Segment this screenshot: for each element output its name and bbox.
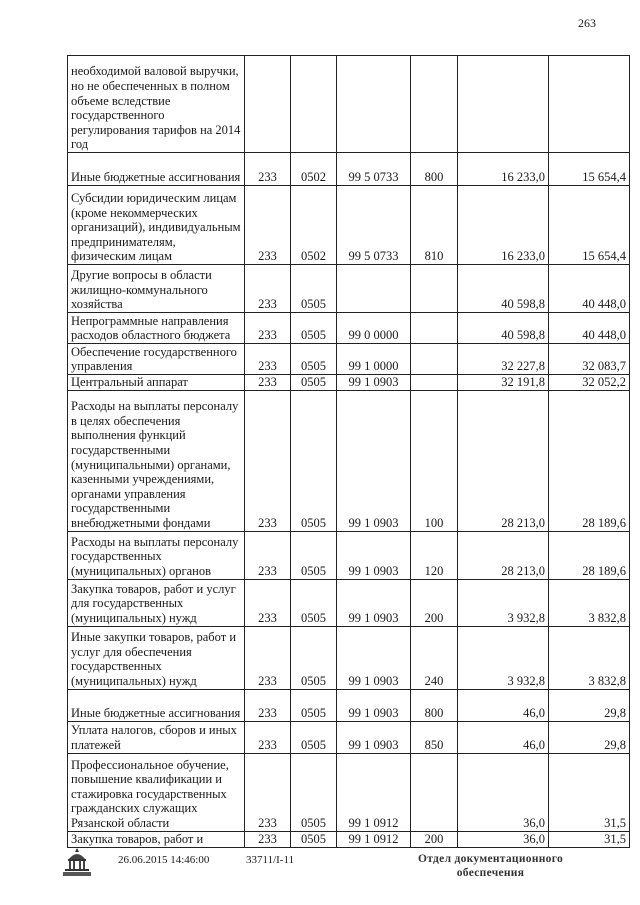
cell-article: 99 1 0903 [337,375,411,391]
cell-article: 99 1 0912 [337,831,411,847]
cell-name: Непрограммные направления расходов областного бюджета [68,313,245,344]
cell-dept: 233 [245,313,291,344]
cell-section: 0505 [291,579,337,626]
cell-sum2: 40 448,0 [549,313,630,344]
cell-expense: 810 [411,186,458,265]
table-row [68,531,630,579]
cell-sum2: 40 448,0 [549,265,630,313]
cell-section: 0505 [291,265,337,313]
cell-dept: 233 [245,186,291,265]
cell-section [291,56,337,153]
cell-expense [411,56,458,153]
table-row [68,186,630,265]
cell-article [337,56,411,153]
footer-department-line1: Отдел документационного [418,853,564,865]
table-row [68,831,630,847]
table-row [68,153,630,186]
cell-article: 99 1 0903 [337,689,411,721]
cell-name: Центральный аппарат [68,375,245,391]
cell-dept: 233 [245,344,291,375]
cell-dept: 233 [245,531,291,579]
footer-department [418,852,563,880]
table-row [68,579,630,626]
cell-section: 0502 [291,153,337,186]
cell-sum1 [458,56,549,153]
cell-name: Субсидии юридическим лицам (кроме некоммерческих организаций), индивидуальным предпринимателям, физическим лицам [68,186,245,265]
cell-dept: 233 [245,390,291,531]
cell-section: 0505 [291,831,337,847]
cell-sum1: 46,0 [458,721,549,753]
cell-sum2: 28 189,6 [549,531,630,579]
table-row [68,689,630,721]
table-row [68,375,630,391]
footer-department-line2: обеспечения [456,867,525,879]
cell-sum1: 36,0 [458,831,549,847]
budget-table [67,55,630,848]
cell-sum2: 15 654,4 [549,153,630,186]
cell-article: 99 5 0733 [337,186,411,265]
duma-logo-icon [60,845,94,877]
table-row [68,265,630,313]
cell-section: 0505 [291,313,337,344]
cell-sum2: 32 052,2 [549,375,630,391]
cell-name: Закупка товаров, работ и [68,831,245,847]
cell-sum2: 3 832,8 [549,626,630,689]
cell-name: Иные бюджетные ассигнования [68,153,245,186]
cell-section: 0505 [291,344,337,375]
cell-name: Другие вопросы в области жилищно-коммунального хозяйства [68,265,245,313]
cell-sum2 [549,56,630,153]
cell-sum2: 15 654,4 [549,186,630,265]
cell-expense: 200 [411,831,458,847]
cell-expense: 800 [411,689,458,721]
cell-sum1: 16 233,0 [458,153,549,186]
cell-name: Иные бюджетные ассигнования [68,689,245,721]
cell-expense: 850 [411,721,458,753]
cell-dept: 233 [245,753,291,831]
cell-article: 99 1 0903 [337,626,411,689]
cell-article [337,265,411,313]
table-row [68,56,630,153]
cell-name: Профессиональное обучение, повышение квалификации и стажировка государственных гражданских служащих Рязанской области [68,753,245,831]
cell-dept: 233 [245,579,291,626]
cell-expense: 200 [411,579,458,626]
cell-section: 0505 [291,689,337,721]
table-row [68,626,630,689]
cell-dept: 233 [245,153,291,186]
cell-sum1: 28 213,0 [458,531,549,579]
cell-name: необходимой валовой выручки, но не обеспеченных в полном объеме вследствие государственного регулирования тарифов на 2014 год [68,56,245,153]
table-row [68,313,630,344]
table-row [68,390,630,531]
cell-name: Расходы на выплаты персоналу государственных (муниципальных) органов [68,531,245,579]
cell-sum1: 36,0 [458,753,549,831]
budget-table-body [68,56,630,848]
cell-sum1: 46,0 [458,689,549,721]
cell-sum1: 40 598,8 [458,265,549,313]
footer-doc-number: 33711/I-11 [246,854,295,866]
cell-expense: 240 [411,626,458,689]
cell-sum2: 31,5 [549,753,630,831]
footer-datetime: 26.06.2015 14:46:00 [118,854,210,866]
cell-article: 99 0 0000 [337,313,411,344]
cell-sum2: 3 832,8 [549,579,630,626]
cell-article: 99 1 0903 [337,721,411,753]
cell-dept: 233 [245,689,291,721]
table-row [68,721,630,753]
cell-sum2: 29,8 [549,721,630,753]
cell-sum2: 28 189,6 [549,390,630,531]
cell-dept: 233 [245,265,291,313]
cell-sum1: 32 191,8 [458,375,549,391]
cell-section: 0505 [291,531,337,579]
cell-sum1: 16 233,0 [458,186,549,265]
cell-sum2: 31,5 [549,831,630,847]
cell-name: Уплата налогов, сборов и иных платежей [68,721,245,753]
cell-dept: 233 [245,626,291,689]
cell-dept: 233 [245,721,291,753]
cell-article: 99 1 0000 [337,344,411,375]
cell-dept: 233 [245,375,291,391]
cell-sum1: 3 932,8 [458,626,549,689]
cell-expense: 120 [411,531,458,579]
cell-sum1: 28 213,0 [458,390,549,531]
cell-sum2: 29,8 [549,689,630,721]
table-row [68,753,630,831]
cell-article: 99 1 0912 [337,753,411,831]
cell-expense [411,344,458,375]
cell-expense [411,265,458,313]
cell-section: 0505 [291,390,337,531]
cell-expense: 100 [411,390,458,531]
cell-expense: 800 [411,153,458,186]
cell-sum2: 32 083,7 [549,344,630,375]
cell-section: 0502 [291,186,337,265]
cell-section: 0505 [291,753,337,831]
cell-sum1: 32 227,8 [458,344,549,375]
cell-section: 0505 [291,375,337,391]
table-row [68,344,630,375]
cell-dept: 233 [245,831,291,847]
cell-article: 99 1 0903 [337,579,411,626]
cell-dept [245,56,291,153]
cell-expense [411,753,458,831]
page-number: 263 [578,16,596,30]
cell-name: Расходы на выплаты персоналу в целях обеспечения выполнения функций государственными (муниципальными) органами, казенными учреждениями, органами управления государственными внебюджетными фондами [68,390,245,531]
cell-article: 99 5 0733 [337,153,411,186]
cell-name: Иные закупки товаров, работ и услуг для обеспечения государственных (муниципальных) нужд [68,626,245,689]
cell-section: 0505 [291,721,337,753]
cell-article: 99 1 0903 [337,531,411,579]
cell-name: Закупка товаров, работ и услуг для государственных (муниципальных) нужд [68,579,245,626]
cell-article: 99 1 0903 [337,390,411,531]
cell-name: Обеспечение государственного управления [68,344,245,375]
cell-section: 0505 [291,626,337,689]
cell-sum1: 40 598,8 [458,313,549,344]
cell-sum1: 3 932,8 [458,579,549,626]
cell-expense [411,313,458,344]
cell-expense [411,375,458,391]
